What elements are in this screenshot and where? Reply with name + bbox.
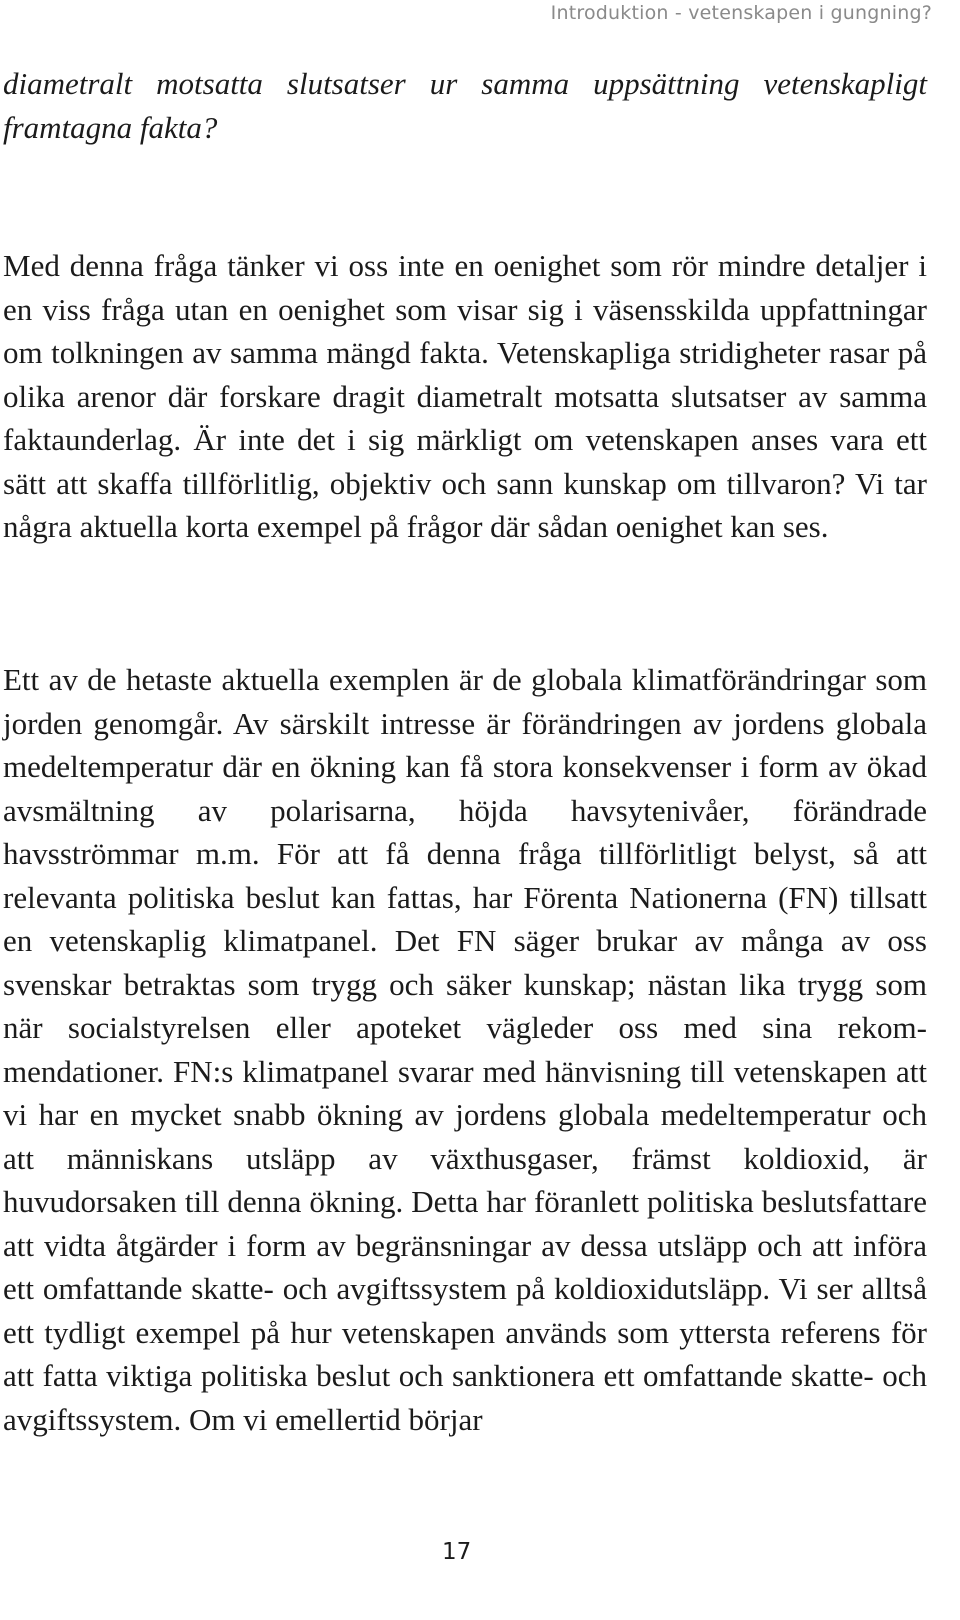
intro-question: diametralt motsatta slutsatser ur samma uppsättning vetenskapligt framtagna fakta? <box>3 66 927 145</box>
paragraph-2: Ett av de hetaste aktuella exemplen är de globala klimatförändringar som jorden genomgår. Av särskilt intresse är förändringen av jordens globala medeltemperatur där en ökning kan få stora konsekvenser i form av ökad avsmältning av polarisarna, höjda havsytenivåer, förändrade havsströmmar m.m. För att få denna fråga tillförlitligt belyst, så att relevanta politiska beslut kan fattas, har Förenta Nationerna (FN) tillsatt en vetenskaplig klimatpanel. Det FN säger brukar av många av oss svenskar betraktas som trygg och säker kunskap; nästan lika trygg som när socialstyrelsen eller apoteket vägleder oss med sina rekommendationer. FN:s klimatpanel svarar med hänvisning till vetenskapen att vi har en mycket snabb ökning av jordens globala medeltemperatur och att människans utsläpp av växthusgaser, främst koldioxid, är huvudorsaken till denna ökning. Detta har föranlett politiska beslutsfattare att vidta åtgärder i form av begränsningar av dessa utsläpp och att införa ett omfattande skatte- och avgiftssystem på koldioxidutsläpp. Vi ser alltså ett tydligt exempel på hur vetenskapen används som yttersta referens för att fatta viktiga politiska beslut och sanktionera ett omfattande skatte- och avgiftssystem. Om vi emellertid börjar <box>3 662 927 1437</box>
page-number: 17 <box>442 1539 472 1565</box>
running-header: Introduktion - vetenskapen i gungning? <box>550 2 932 24</box>
paragraph-1: Med denna fråga tänker vi oss inte en oenighet som rör mindre detaljer i en viss fråga utan en oenighet som visar sig i väsensskilda uppfattningar om tolkningen av samma mängd fakta. Vetenskapliga stridigheter rasar på olika arenor där forskare dragit diametralt motsatta slutsatser av samma faktaunderlag. Är inte det i sig märkligt om vetenskapen anses vara ett sätt att skaffa tillförlitlig, objektiv och sann kunskap om tillvaron? Vi tar några aktuella korta exempel på frågor där sådan oenighet kan ses. <box>3 248 927 544</box>
